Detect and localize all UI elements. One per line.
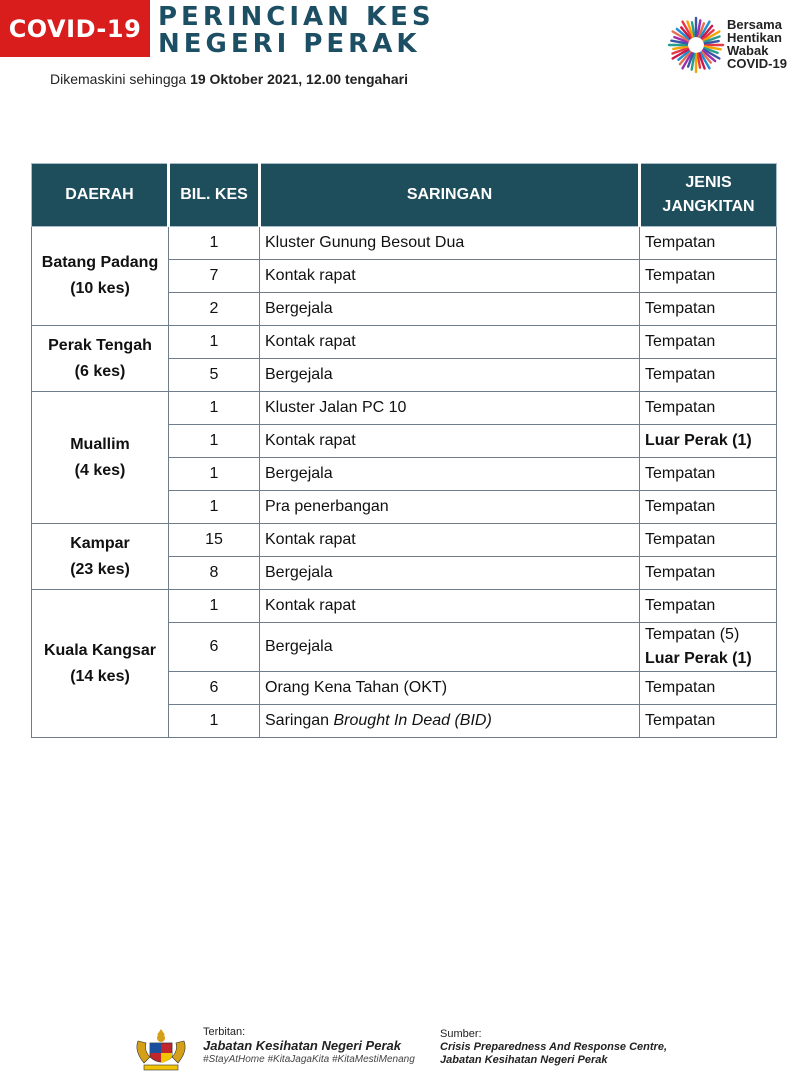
saringan-text: Pra penerbangan xyxy=(265,498,389,515)
saringan-cell xyxy=(260,260,640,293)
header-jenis-jangkitan xyxy=(640,164,777,227)
daerah-cell xyxy=(32,524,169,590)
saringan-cell xyxy=(260,326,640,359)
header-daerah: DAERAH xyxy=(32,164,169,227)
jenis-text: Tempatan (5) xyxy=(645,626,740,643)
jenis-jangkitan-cell xyxy=(640,359,777,392)
jenis-text: Tempatan xyxy=(645,498,716,515)
updated-date: 19 Oktober 2021, 12.00 tengahari xyxy=(190,71,408,87)
bil-kes-cell: 1 xyxy=(169,326,260,359)
jenis-text: Tempatan xyxy=(645,465,716,482)
source-line-1: Crisis Preparedness And Response Centre, xyxy=(440,1041,668,1053)
jenis-text: Tempatan xyxy=(645,712,716,729)
logo-text xyxy=(727,18,787,70)
saringan-cell xyxy=(260,491,640,524)
jenis-jangkitan-cell xyxy=(640,425,777,458)
bil-kes-cell: 1 xyxy=(169,425,260,458)
saringan-text: Bergejala xyxy=(265,465,333,482)
saringan-text: Kluster Jalan PC 10 xyxy=(265,399,407,416)
saringan-cell xyxy=(260,590,640,623)
saringan-text: Kontak rapat xyxy=(265,333,356,350)
covid-badge: COVID-19 xyxy=(0,0,150,57)
source-line-2: Jabatan Kesihatan Negeri Perak xyxy=(440,1054,608,1066)
jenis-jangkitan-cell xyxy=(640,227,777,260)
bil-kes-cell: 2 xyxy=(169,293,260,326)
table-row xyxy=(32,227,777,260)
saringan-text: Orang Kena Tahan (OKT) xyxy=(265,679,448,696)
saringan-cell xyxy=(260,672,640,705)
daerah-total: (10 kes) xyxy=(70,280,130,297)
bil-kes-cell: 1 xyxy=(169,491,260,524)
title-line-2: NEGERI PERAK xyxy=(158,29,421,59)
saringan-text: Kontak rapat xyxy=(265,531,356,548)
daerah-cell xyxy=(32,590,169,738)
saringan-cell xyxy=(260,227,640,260)
title-line-1: PERINCIAN KES xyxy=(158,2,435,32)
saringan-text: Bergejala xyxy=(265,366,333,383)
jenis-extra-text: Luar Perak (1) xyxy=(645,650,752,667)
bil-kes-cell: 1 xyxy=(169,705,260,738)
bil-kes-cell: 6 xyxy=(169,623,260,672)
jenis-text: Tempatan xyxy=(645,300,716,317)
jenis-jangkitan-cell xyxy=(640,392,777,425)
saringan-text: Bergejala xyxy=(265,300,333,317)
table-row xyxy=(32,326,777,359)
logo-line-1: Bersama xyxy=(727,17,782,32)
jenis-jangkitan-cell xyxy=(640,623,777,672)
jenis-jangkitan-cell xyxy=(640,260,777,293)
bil-kes-cell: 1 xyxy=(169,392,260,425)
jenis-jangkitan-cell xyxy=(640,557,777,590)
daerah-name: Perak Tengah xyxy=(48,336,152,354)
saringan-cell xyxy=(260,705,640,738)
footer-source xyxy=(440,1028,667,1067)
hashtags: #StayAtHome #KitaJagaKita #KitaMestiMenang xyxy=(203,1054,415,1065)
daerah-total: (4 kes) xyxy=(74,461,126,479)
saringan-cell xyxy=(260,524,640,557)
jenis-text: Tempatan xyxy=(645,366,716,383)
sunburst-icon xyxy=(666,14,726,76)
daerah-name: Kampar xyxy=(70,534,130,552)
daerah-name: Kuala Kangsar xyxy=(43,641,157,659)
jenis-jangkitan-cell xyxy=(640,293,777,326)
table-row xyxy=(32,392,777,425)
jenis-jangkitan-cell xyxy=(640,672,777,705)
saringan-cell xyxy=(260,458,640,491)
jenis-text: Tempatan xyxy=(645,333,716,350)
bil-kes-cell: 1 xyxy=(169,590,260,623)
bil-kes-cell: 15 xyxy=(169,524,260,557)
table-row xyxy=(32,590,777,623)
updated-prefix: Dikemaskini sehingga xyxy=(50,71,191,87)
source-label: Sumber: xyxy=(440,1028,482,1040)
jenis-jangkitan-cell xyxy=(640,590,777,623)
bil-kes-cell: 5 xyxy=(169,359,260,392)
saringan-text: Bergejala xyxy=(265,638,333,655)
header-jenis-line-1: JENIS xyxy=(685,174,732,191)
updated-timestamp xyxy=(50,71,408,87)
daerah-name: Batang Padang xyxy=(41,254,159,271)
saringan-text: Bergejala xyxy=(265,564,333,581)
saringan-cell xyxy=(260,425,640,458)
bil-kes-cell: 6 xyxy=(169,672,260,705)
saringan-text: Kontak rapat xyxy=(265,267,356,284)
daerah-cell xyxy=(32,227,169,326)
bil-kes-cell: 8 xyxy=(169,557,260,590)
bil-kes-cell: 7 xyxy=(169,260,260,293)
jenis-text: Tempatan xyxy=(645,531,716,548)
table-header-row xyxy=(32,164,777,227)
jenis-text: Tempatan xyxy=(645,564,716,581)
saringan-cell xyxy=(260,392,640,425)
logo-line-4: COVID-19 xyxy=(727,56,787,71)
jenis-text: Tempatan xyxy=(645,234,716,251)
cases-table xyxy=(31,163,777,738)
table-row xyxy=(32,524,777,557)
jenis-jangkitan-cell xyxy=(640,326,777,359)
saringan-text: Kluster Gunung Besout Dua xyxy=(265,234,465,251)
saringan-italic-text: Brought In Dead (BID) xyxy=(333,712,492,729)
published-label: Terbitan: xyxy=(203,1026,246,1038)
jenis-jangkitan-cell xyxy=(640,491,777,524)
footer-publisher xyxy=(203,1025,415,1067)
jata-negara-crest-icon xyxy=(130,1025,192,1073)
bil-kes-cell: 1 xyxy=(169,458,260,491)
saringan-text: Saringan xyxy=(265,712,334,729)
bil-kes-cell: 1 xyxy=(169,227,260,260)
bersama-hentikan-logo xyxy=(666,14,806,84)
published-org: Jabatan Kesihatan Negeri Perak xyxy=(203,1038,401,1053)
jenis-text: Tempatan xyxy=(645,679,716,696)
header-saringan: SARINGAN xyxy=(260,164,640,227)
daerah-total: (6 kes) xyxy=(74,362,126,380)
saringan-text: Kontak rapat xyxy=(265,597,356,614)
daerah-cell xyxy=(32,392,169,524)
daerah-total: (14 kes) xyxy=(70,667,130,685)
header-bil-kes: BIL. KES xyxy=(169,164,260,227)
saringan-cell xyxy=(260,359,640,392)
logo-line-3: Wabak xyxy=(727,43,769,58)
daerah-cell xyxy=(32,326,169,392)
jenis-text: Tempatan xyxy=(645,267,716,284)
jenis-jangkitan-cell xyxy=(640,458,777,491)
saringan-text: Kontak rapat xyxy=(265,432,356,449)
logo-line-2: Hentikan xyxy=(727,30,782,45)
header-jenis-line-2: JANGKITAN xyxy=(662,198,755,215)
jenis-text: Tempatan xyxy=(645,399,716,416)
daerah-name: Muallim xyxy=(70,435,130,453)
jenis-text: Luar Perak (1) xyxy=(645,432,752,449)
jenis-text: Tempatan xyxy=(645,597,716,614)
saringan-cell xyxy=(260,557,640,590)
jenis-jangkitan-cell xyxy=(640,524,777,557)
page-title xyxy=(158,4,435,58)
jenis-jangkitan-cell xyxy=(640,705,777,738)
saringan-cell xyxy=(260,623,640,672)
saringan-cell xyxy=(260,293,640,326)
daerah-total: (23 kes) xyxy=(70,560,130,578)
